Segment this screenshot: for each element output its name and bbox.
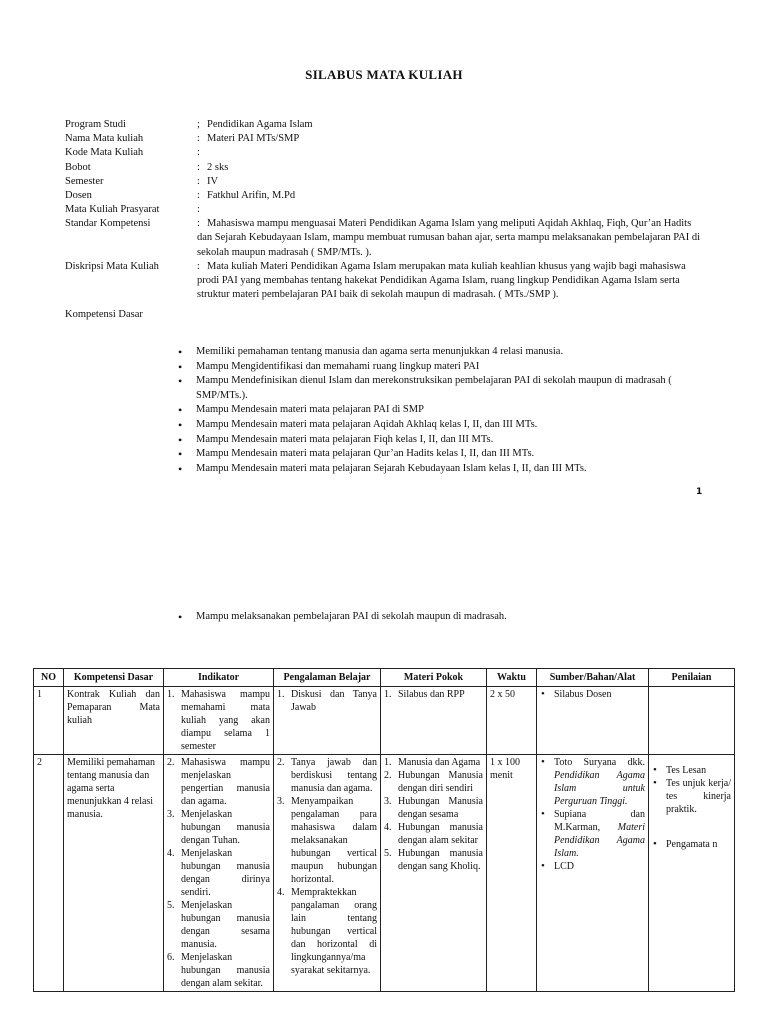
- meta-row: [65, 260, 705, 303]
- meta-value: [197, 260, 705, 303]
- item-text: Menjelaskan hubungan manusia dengan alam sekitar.: [181, 952, 270, 989]
- cell-numbered-list: [384, 756, 483, 873]
- meta-row: [65, 146, 705, 160]
- meta-label: Semester: [65, 175, 104, 187]
- list-item: • Mampu melaksanakan pembelajaran PAI di sekolah maupun di madrasah.: [178, 610, 723, 624]
- list-item: • Mampu Mendesain materi mata pelajaran PAI di SMP: [178, 403, 723, 417]
- meta-label: Mata Kuliah Prasyarat: [65, 204, 160, 216]
- cell-kompetensi: Kontrak Kuliah dan Pemaparan Mata kuliah: [64, 687, 164, 755]
- meta-value-text: Materi PAI MTs/SMP: [207, 133, 300, 145]
- source-text: LCD: [554, 861, 574, 872]
- table-row: [34, 755, 735, 992]
- meta-separator: ;: [197, 119, 200, 130]
- cell-bullet-list: [652, 764, 731, 851]
- table-row: [34, 687, 735, 755]
- meta-separator: :: [197, 147, 200, 159]
- item-text: Menjelaskan hubungan manusia dengan sesama manusia.: [181, 900, 270, 950]
- list-item: [167, 951, 270, 990]
- cell-waktu: 1 x 100 menit: [487, 755, 537, 992]
- meta-separator: :: [197, 189, 200, 201]
- cell-numbered-list: [167, 756, 270, 990]
- list-item: • Pengamata n: [652, 838, 731, 851]
- item-text: Manusia dan Agama: [398, 757, 481, 768]
- cell-kompetensi: Memiliki pemahaman tentang manusia dan agama serta menunjukkan 4 relasi manusia.: [64, 755, 164, 992]
- item-text: Mahasiswa mampu memahami mata kuliah yang akan diampu selama 1 semester: [181, 689, 270, 752]
- item-text: Menjelaskan hubungan manusia dengan Tuhan.: [181, 809, 270, 846]
- cell-sumber: [537, 755, 649, 992]
- item-number: 4.: [167, 848, 175, 859]
- item-number: 2.: [167, 757, 175, 768]
- item-text: Tanya jawab dan berdiskusi tentang manusia dan agama.: [291, 757, 377, 794]
- syllabus-table: [33, 668, 735, 992]
- item-number: 1.: [167, 689, 175, 700]
- meta-row: [65, 189, 705, 203]
- page-title: SILABUS MATA KULIAH: [305, 67, 463, 82]
- list-item: [277, 688, 377, 714]
- list-item: [167, 688, 270, 753]
- meta-label: Kode Mata Kuliah: [65, 147, 144, 159]
- list-item: [167, 899, 270, 951]
- meta-separator: :: [197, 161, 200, 173]
- cell-waktu: 2 x 50: [487, 687, 537, 755]
- item-text: Silabus dan RPP: [398, 689, 465, 700]
- list-item: • Mampu Mendesain materi mata pelajaran Fiqh kelas I, II, dan III MTs.: [178, 433, 723, 447]
- list-item: [277, 886, 377, 977]
- list-item: [167, 756, 270, 808]
- cell-numbered-list: [384, 688, 483, 701]
- cell-penilaian: [649, 687, 735, 755]
- item-number: 5.: [167, 900, 175, 911]
- list-item: [277, 795, 377, 886]
- cell-sumber: [537, 687, 649, 755]
- meta-value-text: Mahasiswa mampu menguasai Materi Pendidikan Agama Islam yang meliputi Aqidah Akhlaq, Fiqh, Qur’an Hadits dan Sejarah Kebudayaan Islam, mampu membuat rumusan bahan ajar, serta mampu melaksanakan pembelajaran PAI di sekolah maupun madrasah ( SMP/MTs. ).: [197, 218, 701, 258]
- source-title: Materi Pendidikan Agama Islam.: [554, 822, 645, 859]
- meta-row: [65, 161, 705, 175]
- list-item: [540, 756, 645, 808]
- cell-penilaian: [649, 755, 735, 992]
- header-no: NO: [34, 669, 64, 687]
- item-number: 5.: [384, 848, 392, 859]
- cell-materi: [381, 755, 487, 992]
- meta-separator: :: [197, 218, 200, 230]
- item-number: 2.: [384, 770, 392, 781]
- meta-separator: :: [197, 175, 200, 187]
- item-text: Hubungan manusia dengan sang Kholiq.: [398, 848, 483, 872]
- meta-value: [197, 189, 705, 203]
- list-item: [540, 860, 645, 873]
- cell-numbered-list: [167, 688, 270, 753]
- item-number: 3.: [167, 809, 175, 820]
- meta-value-text: Pendidikan Agama Islam: [207, 119, 313, 130]
- cell-no: 2: [34, 755, 64, 992]
- meta-value: [197, 132, 705, 146]
- cell-numbered-list: [277, 688, 377, 714]
- header-waktu: Waktu: [487, 669, 537, 687]
- item-number: 1.: [277, 689, 285, 700]
- cell-numbered-list: [277, 756, 377, 977]
- meta-value-text: IV: [207, 175, 219, 187]
- meta-separator: :: [197, 204, 200, 216]
- list-item: • Mampu Mendesain materi mata pelajaran Sejarah Kebudayaan Islam kelas I, II, dan III MTs.: [178, 462, 723, 476]
- meta-value: [197, 175, 705, 189]
- meta-value-text: 2 sks: [207, 161, 229, 173]
- item-number: 6.: [167, 952, 175, 963]
- cell-pengalaman: [274, 755, 381, 992]
- meta-row: [65, 203, 705, 217]
- meta-label: Bobot: [65, 161, 91, 173]
- item-text: Hubungan Manusia dengan diri sendiri: [398, 770, 483, 794]
- meta-value-text: Fatkhul Arifin, M.Pd: [207, 189, 296, 201]
- list-item: [540, 808, 645, 860]
- item-number: 4.: [277, 887, 285, 898]
- cell-pengalaman: [274, 687, 381, 755]
- item-number: 1.: [384, 757, 392, 768]
- list-item: [384, 795, 483, 821]
- list-item: • Mampu Mendefinisikan dienul Islam dan merekonstruksikan pembelajaran PAI di sekolah maupun di madrasah ( SMP/MTs.).: [178, 374, 723, 402]
- list-item: • Mampu Mendesain materi mata pelajaran Aqidah Akhlaq kelas I, II, dan III MTs.: [178, 418, 723, 432]
- meta-label: Nama Mata kuliah: [65, 133, 144, 145]
- kompetensi-dasar-label: Kompetensi Dasar: [65, 309, 143, 321]
- list-item: • Mampu Mengidentifikasi dan memahami ruang lingkup materi PAI: [178, 360, 723, 374]
- meta-value: [197, 118, 705, 132]
- item-text: Mahasiswa mampu menjelaskan pengertian manusia dan agama.: [181, 757, 270, 807]
- source-text: Supiana dan M.Karman,: [554, 809, 645, 833]
- item-text: Diskusi dan Tanya Jawab: [291, 689, 377, 713]
- item-number: 3.: [384, 796, 392, 807]
- list-item: [167, 847, 270, 899]
- source-text: Toto Suryana dkk.: [554, 757, 645, 768]
- list-item: [167, 808, 270, 847]
- page-number: 1: [696, 487, 703, 497]
- syllabus-meta: [65, 118, 705, 322]
- meta-label: Standar Kompetensi: [65, 218, 151, 230]
- meta-separator: :: [197, 133, 200, 145]
- list-item: [384, 769, 483, 795]
- header-sumber: Sumber/Bahan/Alat: [537, 669, 649, 687]
- list-item: • Tes Lesan: [652, 764, 731, 777]
- header-penilaian: Penilaian: [649, 669, 735, 687]
- meta-label: Program Studi: [65, 119, 126, 130]
- kompetensi-dasar-list-continued: [178, 610, 723, 625]
- header-materi-pokok: Materi Pokok: [381, 669, 487, 687]
- meta-value-text: Mata kuliah Materi Pendidikan Agama Islam merupakan mata kuliah keahlian khusus yang wajib bagi mahasiswa prodi PAI yang membahas tentang hakekat Pendidikan Agama Islam, ruang lingkup Pendidikan Agama Islam serta struktur materi pembelajaran PAI baik di sekolah maupun di madrasah. ( MTs./SMP ).: [197, 260, 686, 301]
- list-item: • Memiliki pemahaman tentang manusia dan agama serta menunjukkan 4 relasi manusia.: [178, 345, 723, 359]
- item-number: 4.: [384, 822, 392, 833]
- item-number: 2.: [277, 757, 285, 768]
- meta-label: Dosen: [65, 189, 92, 201]
- item-text: Menyampaikan pengalaman para mahasiswa dalam melaksanakan hubungan vertical maupun hubungan horizontal.: [291, 796, 377, 885]
- list-item: [384, 756, 483, 769]
- item-number: 1.: [384, 689, 392, 700]
- table-header-row: [34, 669, 735, 687]
- list-item: • Mampu Mendesain materi mata pelajaran Qur’an Hadits kelas I, II, dan III MTs.: [178, 447, 723, 461]
- meta-value: [197, 203, 705, 217]
- cell-indikator: [164, 755, 274, 992]
- cell-no: 1: [34, 687, 64, 755]
- item-number: 3.: [277, 796, 285, 807]
- item-text: Mempraktekkan pangalaman orang lain tentang hubungan vertical dan horizontal di lingkungannya/ma syarakat sekitarnya.: [291, 887, 377, 976]
- item-text: Hubungan manusia dengan alam sekitar: [398, 822, 483, 846]
- list-item: • Tes unjuk kerja/ tes kinerja praktik.: [652, 777, 731, 816]
- list-item: [384, 821, 483, 847]
- list-item: [277, 756, 377, 795]
- cell-indikator: [164, 687, 274, 755]
- cell-bullet-list: [540, 688, 645, 701]
- source-title: Pendidikan Agama Islam untuk Perguruan Tinggi.: [554, 770, 645, 807]
- cell-bullet-list: [540, 756, 645, 873]
- item-text: Hubungan Manusia dengan sesama: [398, 796, 483, 820]
- meta-value: [197, 217, 705, 260]
- meta-row: [65, 132, 705, 146]
- meta-value: [197, 146, 705, 160]
- item-text: Menjelaskan hubungan manusia dengan dirinya sendiri.: [181, 848, 270, 898]
- meta-row: [65, 118, 705, 132]
- meta-label: Diskripsi Mata Kuliah: [65, 260, 159, 272]
- list-item: [384, 688, 483, 701]
- kompetensi-dasar-list: [178, 345, 723, 477]
- header-kompetensi-dasar: Kompetensi Dasar: [64, 669, 164, 687]
- meta-separator: :: [197, 260, 200, 272]
- header-indikator: Indikator: [164, 669, 274, 687]
- list-item: • Silabus Dosen: [540, 688, 645, 701]
- list-item: [384, 847, 483, 873]
- meta-row: [65, 217, 705, 260]
- cell-materi: [381, 687, 487, 755]
- header-pengalaman-belajar: Pengalaman Belajar: [274, 669, 381, 687]
- meta-value: [197, 161, 705, 175]
- meta-row: [65, 175, 705, 189]
